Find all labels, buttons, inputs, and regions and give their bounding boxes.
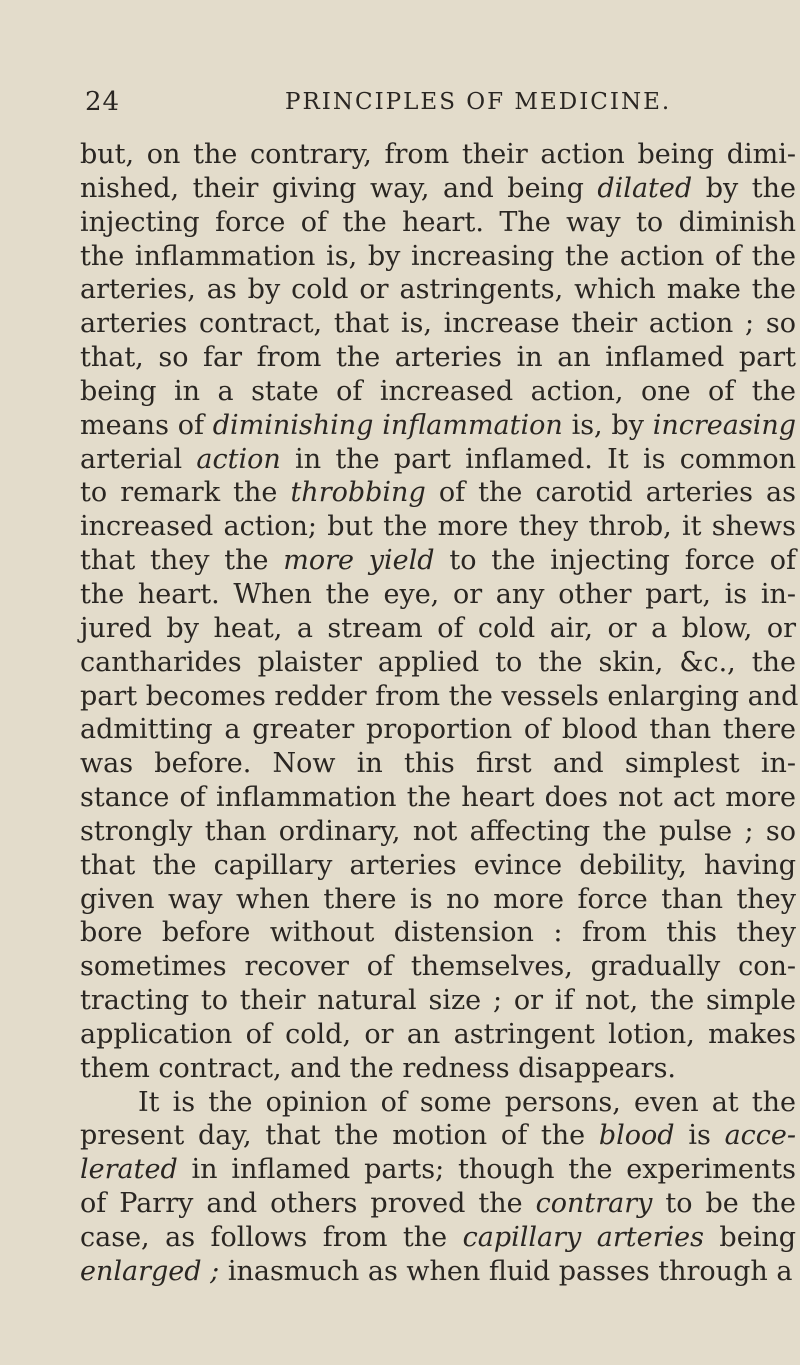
text-line [80,409,796,443]
text-run: It is the opinion of some persons, even at the [138,1086,796,1118]
text-run: the heart. When the eye, or any other part, is in- [80,578,796,610]
italic-text: lerated [80,1154,178,1186]
text-line [80,1018,796,1052]
text-line [80,544,796,578]
italic-text: increasing [652,409,797,441]
text-run: is [674,1120,725,1152]
text-line [80,443,796,477]
italic-text: capillary arteries [462,1222,704,1253]
text-line [80,273,796,307]
text-line [80,680,799,714]
text-run: tracting to their natural size ; or if not, the simple [80,985,796,1017]
running-head: PRINCIPLES OF MEDICINE. [285,89,672,115]
text-run: the inflammation is, by increasing the action of the [80,240,796,272]
italic-text: diminishing inflammation [212,409,563,441]
page-number: 24 [85,87,121,117]
text-line [80,1086,796,1120]
text-run: injecting force of the heart. The way to diminish [80,206,796,238]
text-run: that they the [80,545,284,577]
text-run: to the injecting force of [434,545,796,577]
text-line [80,1052,796,1086]
body-text [80,138,799,1289]
text-run: case, as follows from the [80,1222,463,1253]
text-run: is, by [562,409,653,441]
text-line [80,307,796,341]
text-line [80,206,796,240]
text-run: arteries, as by cold or astringents, which make the [80,274,796,306]
text-run: being in a state of increased action, one of the [80,375,796,407]
text-run: to remark the [80,477,291,509]
italic-text: acce- [724,1120,797,1152]
text-run: part becomes redder from the vessels enlarging and [80,680,799,712]
text-run: arterial [80,443,197,475]
text-run: but, on the contrary, from their action being dimi- [80,139,796,170]
italic-text: throbbing [290,477,426,509]
italic-text: contrary [535,1188,653,1220]
text-line [80,476,796,510]
text-run: given way when there is no more force than they [80,883,796,915]
text-line [80,646,796,680]
text-line [80,815,796,849]
text-line [80,612,796,646]
text-run: inasmuch as when fluid passes through a [219,1255,793,1287]
text-line [80,950,796,984]
text-run: present day, that the motion of the [80,1120,599,1152]
page-header [85,87,785,127]
text-run: in inflamed parts; though the experiments [177,1154,796,1186]
italic-text: dilated [597,172,693,204]
text-line [80,341,796,375]
text-line [80,883,796,917]
text-line [80,172,796,206]
text-run: by the [692,172,796,204]
text-run: of Parry and others proved the [80,1188,536,1220]
text-run: means of [80,409,213,441]
text-line [80,240,796,274]
italic-text: enlarged ; [80,1255,220,1287]
text-run: bore before without distension : from this they [80,917,796,949]
text-run: was before. Now in this first and simplest in- [80,748,796,780]
text-line [80,747,796,781]
text-line [80,984,796,1018]
text-line [80,1255,796,1289]
text-line [80,1153,796,1187]
text-run: jured by heat, a stream of cold air, or a blow, or [80,612,796,644]
text-line [80,1221,796,1255]
text-line [80,781,796,815]
text-line [80,849,796,883]
text-line [80,713,796,747]
text-run: that the capillary arteries evince debility, having [80,849,796,881]
text-run: application of cold, or an astringent lotion, makes [80,1018,796,1050]
italic-text: more yield [283,545,435,577]
text-line [80,510,796,544]
text-run: increased action; but the more they throb, it shews [80,511,796,543]
text-run: admitting a greater proportion of blood than there [80,714,796,746]
text-run: arteries contract, that is, increase their action ; so [80,308,796,340]
text-line [80,1119,796,1153]
text-run: being [703,1222,797,1253]
text-run: nished, their giving way, and being [80,172,598,204]
text-run: cantharides plaister applied to the skin, &c., the [80,646,796,678]
italic-text: action [196,443,281,475]
text-line [80,1187,796,1221]
text-line [80,138,796,172]
text-run: stance of inflammation the heart does not act more [80,782,796,814]
text-run: them contract, and the redness disappears. [80,1052,677,1084]
text-line [80,916,796,950]
text-run: strongly than ordinary, not affecting the pulse ; so [80,815,796,847]
text-line [80,578,796,612]
text-run: in the part inflamed. It is common [280,443,796,475]
italic-text: blood [598,1120,675,1152]
text-line [80,375,796,409]
text-run: to be the [652,1188,796,1220]
text-run: of the carotid arteries as [425,477,796,509]
text-run: sometimes recover of themselves, gradually con- [80,951,796,983]
text-run: that, so far from the arteries in an inflamed part [80,342,796,374]
